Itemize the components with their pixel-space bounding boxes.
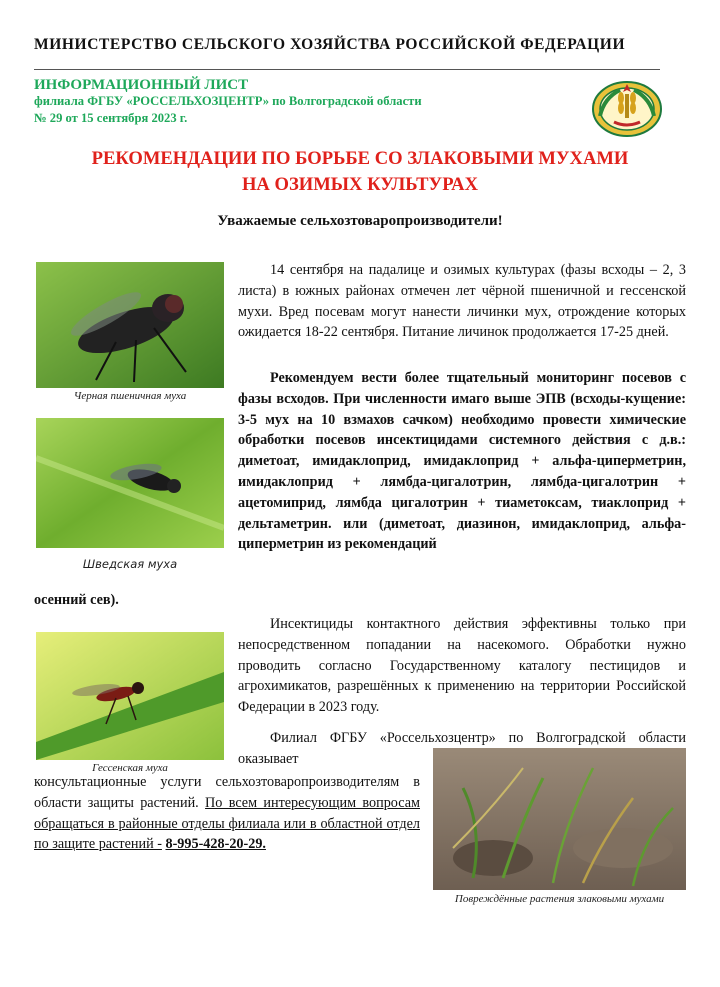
info-sheet-number: № 29 от 15 сентября 2023 г. [34,111,188,125]
black-wheat-fly-photo [36,262,224,388]
swedish-fly-photo [36,418,224,548]
paragraph-4-continued [34,772,420,855]
rosselkhoztsentr-emblem-icon [590,76,664,138]
main-title-line2: НА ОЗИМЫХ КУЛЬТУРАХ [241,174,479,195]
paragraph-2-tail: осенний сев). [34,592,119,608]
info-sheet-subtitle: филиала ФГБУ «РОССЕЛЬХОЗЦЕНТР» по Волгоградской области [34,94,422,108]
contact-instructions: По всем интересующим вопросам обращаться в районные отделы филиала или в областной отдел по защите растений - [34,794,420,853]
header-divider [34,69,660,70]
main-title-line1: РЕКОМЕНДАЦИИ ПО БОРЬБЕ СО ЗЛАКОВЫМИ МУХАМИ [91,148,629,169]
greeting: Уважаемые сельхозтоваропроизводители! [217,213,503,229]
info-sheet-title: ИНФОРМАЦИОННЫЙ ЛИСТ [34,77,249,93]
paragraph-2-recommendations: Рекомендуем вести более тщательный мониторинг посевов с фазы всходов. При численности имаго выше ЭПВ (всходы-кущение: 3-5 мух на 10 взмахов сачком) необходимо провести химические обработки посевов инсектицидами системного действия с д.в.: диметоат, имидаклоприд, имидаклоприд + альфа-циперметрин, имидаклоприд + лямбда-цигалотрин, лямбда-цигалотрин + ацетомиприд, лямбда цигалотрин + тиаметоксам, тиаклоприд + дельтаметрин. или (диметоат, диазинон, имидаклоприд, альфа-циперметрин из рекомендаций [238,370,686,553]
paragraph-3: Инсектициды контактного действия эффективны только при непосредственном попадании на насекомого. Обработки нужно проводить согласно Государственному каталогу пестицидов и агрохимикатов, разрешённых к применению на территории Российской Федерации в 2023 году. [238,616,686,716]
main-title [0,146,720,198]
caption-hessian-fly: Гессенская муха [92,762,168,774]
ministry-heading: МИНИСТЕРСТВО СЕЛЬСКОГО ХОЗЯЙСТВА РОССИЙСКОЙ ФЕДЕРАЦИИ [34,36,626,53]
hessian-fly-photo [36,632,224,760]
contact-phone[interactable]: 8-995-428-20-29. [165,836,266,853]
paragraph-4-start: Филиал ФГБУ «Россельхозцентр» по Волгоградской области оказывает [238,730,686,767]
caption-black-wheat-fly: Черная пшеничная муха [73,390,187,402]
caption-damaged-plants: Повреждённые растения злаковыми мухами [454,893,665,905]
paragraph-1: 14 сентября на падалице и озимых культурах (фазы всходы – 2, 3 листа) в южных районах отмечен лет чёрной пшеничной и гессенской мухи. Вред посевам могут нанести личинки мух, отрождение которых ожидается 18-22 сентября. Питание личинок продолжается 17-25 дней. [238,262,686,341]
caption-swedish-fly: Шведская муха [82,557,178,571]
paragraph-4-text: консультационные услуги сельхозтоваропроизводителям в области защиты растений. [34,774,420,811]
